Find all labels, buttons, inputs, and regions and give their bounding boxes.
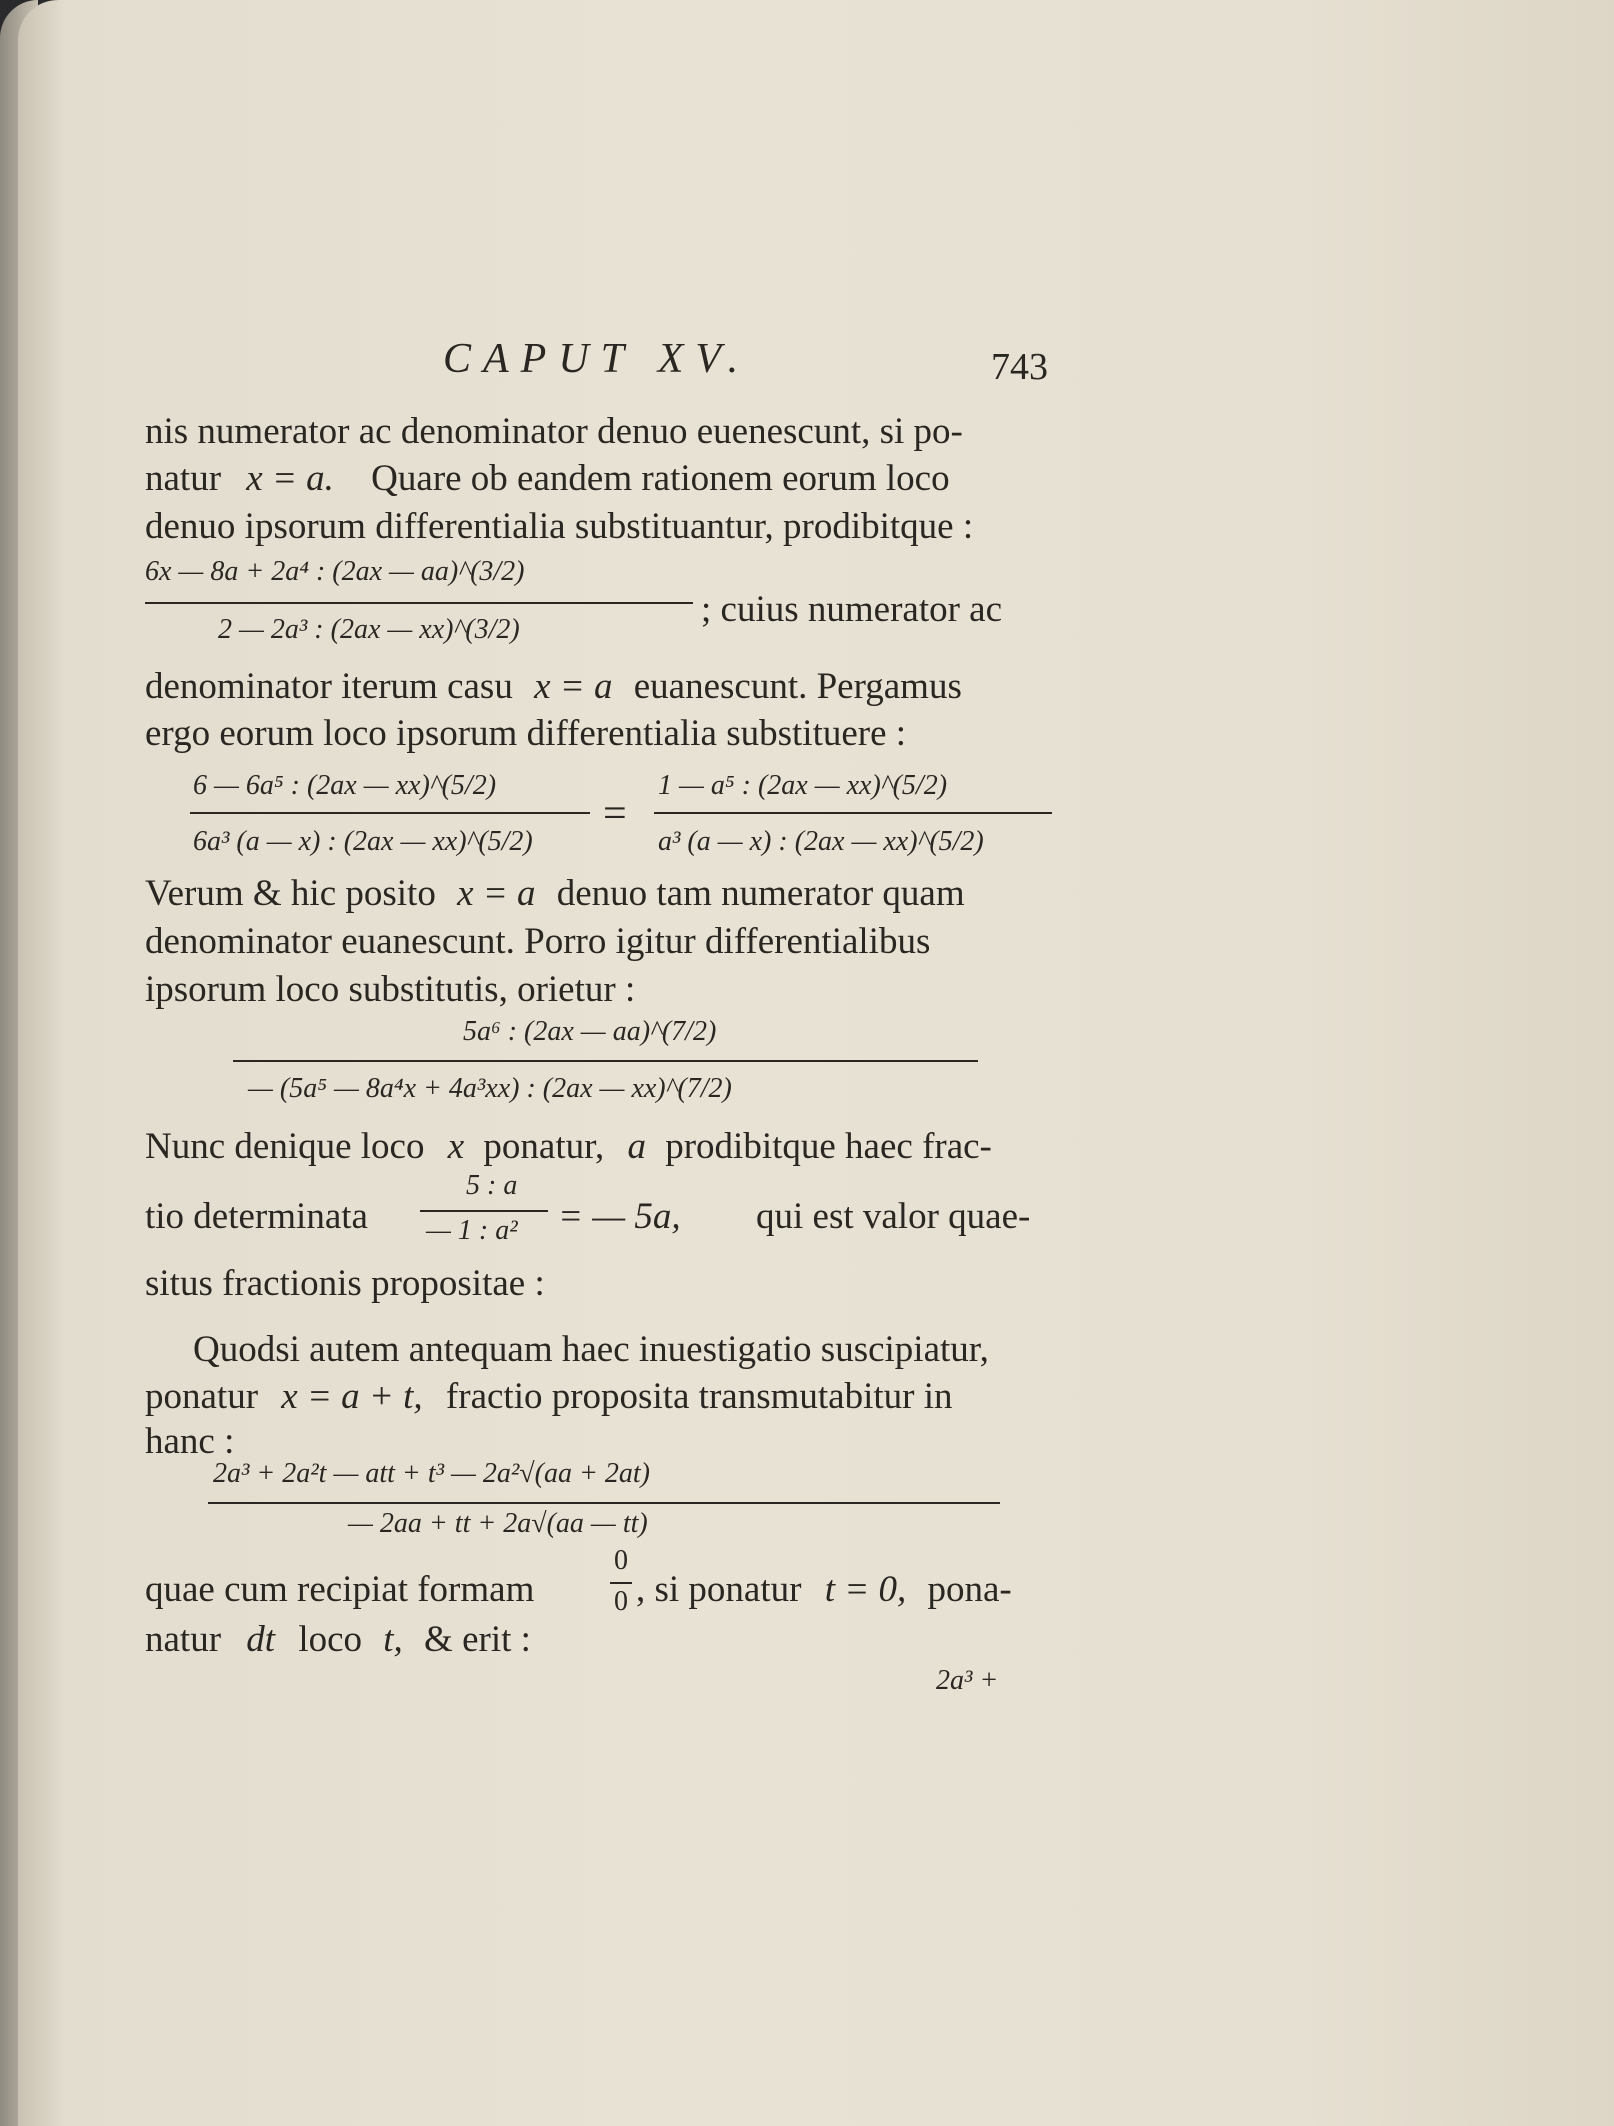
fraction-bar — [145, 602, 693, 604]
formula-denominator: — 1 : a² — [426, 1215, 518, 1246]
text-line: nis numerator ac denominator denuo euenescunt, si po- — [145, 411, 963, 452]
page-number: 743 — [991, 346, 1048, 388]
fraction-bar — [610, 1582, 632, 1584]
formula-denominator: 0 — [614, 1586, 628, 1617]
formula-denominator: — 2aa + tt + 2a√(aa — tt) — [348, 1508, 648, 1539]
catchword: 2a³ + — [936, 1665, 999, 1696]
formula-numerator: 1 — a⁵ : (2ax — xx)^(5/2) — [658, 770, 948, 801]
text-line: tio determinata — [145, 1196, 368, 1237]
formula-denominator: 2 — 2a³ : (2ax — xx)^(3/2) — [218, 614, 520, 645]
math-inline: x = a — [457, 873, 536, 914]
math-inline: = — 5a, — [558, 1196, 681, 1237]
fraction-bar — [654, 812, 1052, 814]
text-line: quae cum recipiat formam — [145, 1569, 535, 1610]
text-line: ipsorum loco substitutis, orietur : — [145, 969, 636, 1010]
formula-denominator: a³ (a — x) : (2ax — xx)^(5/2) — [658, 826, 984, 857]
running-title: CAPUT XV. — [443, 336, 751, 382]
text-line: hanc : — [145, 1421, 235, 1462]
math-inline: a — [627, 1126, 646, 1167]
formula-numerator: 0 — [614, 1545, 628, 1576]
formula-numerator: 5a⁶ : (2ax — aa)^(7/2) — [463, 1016, 717, 1047]
text-line: denominator euanescunt. Porro igitur differentialibus — [145, 921, 931, 962]
text-line: Verum & hic posito x = a denuo tam numerator quam — [145, 873, 965, 914]
text-line: natur x = a. Quare ob eandem rationem eorum loco — [145, 458, 950, 499]
formula-denominator: — (5a⁵ — 8a⁴x + 4a³xx) : (2ax — xx)^(7/2) — [248, 1073, 732, 1104]
math-inline: x = a — [534, 666, 613, 707]
text-line: qui est valor quae- — [756, 1196, 1031, 1237]
book-page — [18, 0, 1614, 2126]
text-line: ergo eorum loco ipsorum differentialia substituere : — [145, 713, 907, 754]
text-line: denominator iterum casu x = a euanescunt. Pergamus — [145, 666, 962, 707]
text-line: Quodsi autem antequam haec inuestigatio suscipiatur, — [193, 1329, 989, 1370]
formula-denominator: 6a³ (a — x) : (2ax — xx)^(5/2) — [193, 826, 533, 857]
text-line: ; cuius numerator ac — [701, 589, 1003, 630]
text-line: situs fractionis propositae : — [145, 1263, 545, 1304]
formula-numerator: 6 — 6a⁵ : (2ax — xx)^(5/2) — [193, 770, 497, 801]
math-inline: t = 0, — [824, 1569, 907, 1610]
math-inline: dt — [246, 1619, 276, 1660]
fraction-bar — [208, 1502, 1000, 1504]
fraction-bar — [190, 812, 590, 814]
math-inline: t, — [383, 1619, 403, 1660]
equals-sign: = — [603, 791, 627, 837]
math-inline: x — [447, 1126, 465, 1167]
fraction-bar — [420, 1210, 548, 1212]
formula-numerator: 6x — 8a + 2a⁴ : (2ax — aa)^(3/2) — [145, 556, 525, 587]
text-line: denuo ipsorum differentialia substituantur, prodibitque : — [145, 506, 974, 547]
fraction-bar — [233, 1060, 978, 1062]
text-line: Nunc denique loco x ponatur, a prodibitque haec frac- — [145, 1126, 992, 1167]
math-inline: x = a + t, — [281, 1376, 423, 1417]
formula-numerator: 5 : a — [466, 1170, 518, 1201]
math-inline: x = a. — [246, 458, 334, 499]
text-line: ponatur x = a + t, fractio proposita transmutabitur in — [145, 1376, 953, 1417]
formula-numerator: 2a³ + 2a²t — att + t³ — 2a²√(aa + 2at) — [213, 1458, 650, 1489]
text-line: natur dt loco t, & erit : — [145, 1619, 531, 1660]
text-line: , si ponatur t = 0, pona- — [636, 1569, 1012, 1610]
